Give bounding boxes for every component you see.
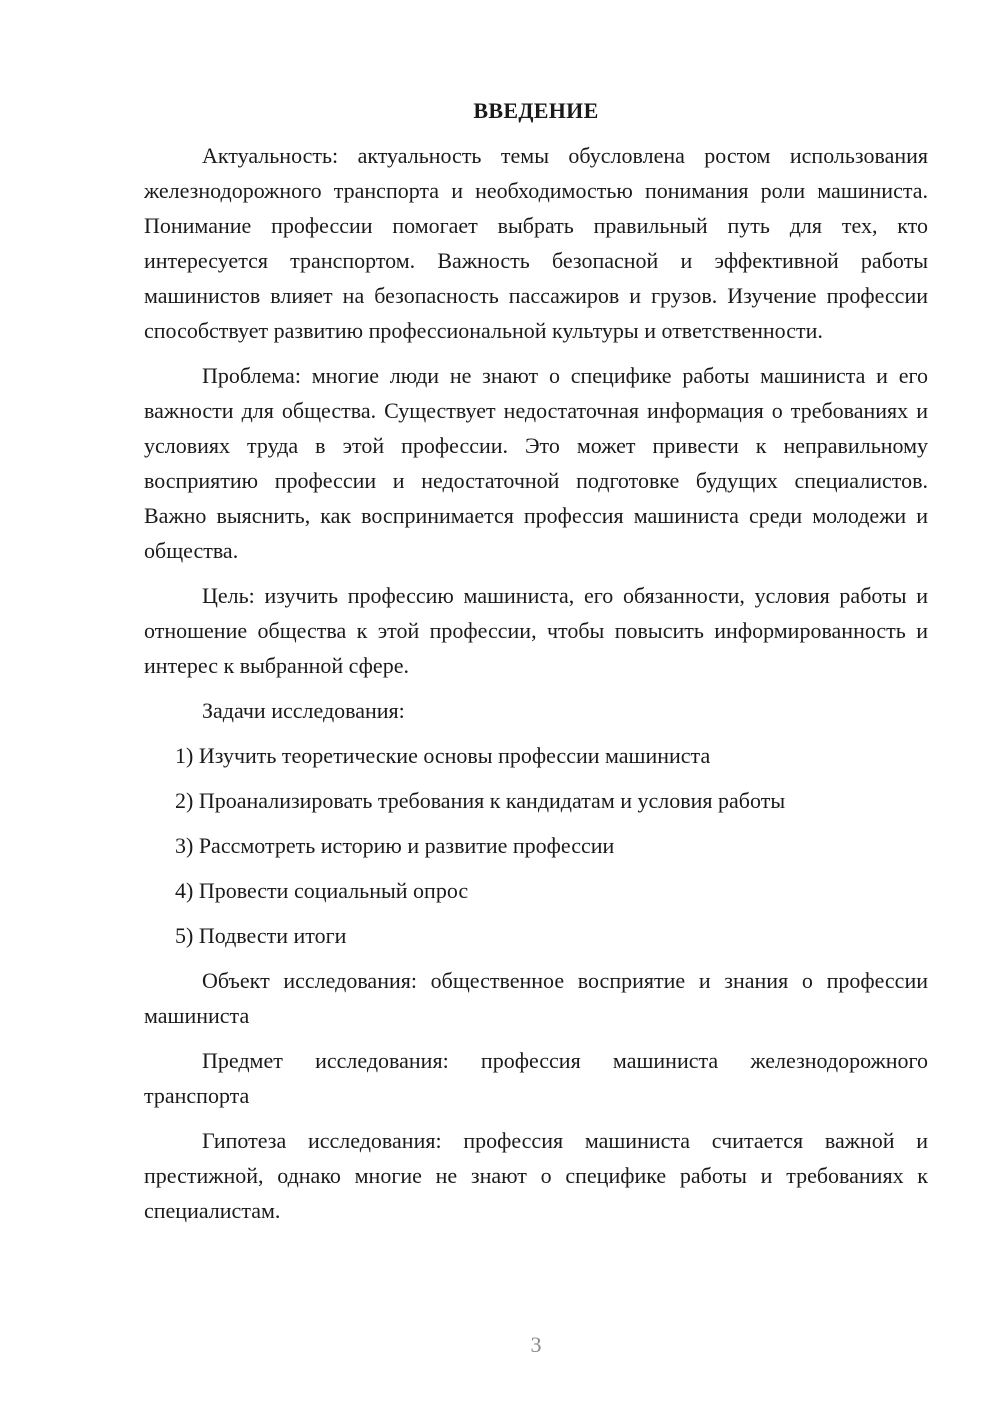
problem-paragraph: Проблема: многие люди не знают о специфике работы машиниста и его важности для общества. Существует недостаточная информация о требованиях и условиях труда в этой профессии. Это может привести к неправильному восприятию профессии и недостаточной подготовке будущих специалистов. Важно выяснить, как воспринимается профессия машиниста среди молодежи и общества.	[144, 363, 928, 563]
list-item: 1) Изучить теоретические основы профессии машиниста	[175, 743, 711, 768]
section-heading: ВВЕДЕНИЕ	[473, 98, 599, 123]
relevance-paragraph: Актуальность: актуальность темы обусловлена ростом использования железнодорожного транспорта и необходимостью понимания роли машиниста. Понимание профессии помогает выбрать правильный путь для тех, кто интересуется транспортом. Важность безопасной и эффективной работы машинистов влияет на безопасность пассажиров и грузов. Изучение профессии способствует развитию профессиональной культуры и ответственности.	[144, 143, 928, 343]
document-page	[144, 96, 928, 1238]
tasks-list	[144, 738, 928, 953]
subject-paragraph: Предмет исследования: профессия машиниста железнодорожного транспорта	[144, 1048, 928, 1108]
tasks-label: Задачи исследования:	[202, 698, 405, 723]
list-item: 2) Проанализировать требования к кандидатам и условия работы	[175, 788, 786, 813]
list-item: 5) Подвести итоги	[175, 923, 347, 948]
list-item: 3) Рассмотреть историю и развитие профессии	[175, 833, 615, 858]
list-item: 4) Провести социальный опрос	[175, 878, 469, 903]
object-paragraph: Объект исследования: общественное восприятие и знания о профессии машиниста	[144, 968, 928, 1028]
goal-paragraph: Цель: изучить профессию машиниста, его обязанности, условия работы и отношение общества к этой профессии, чтобы повысить информированность и интерес к выбранной сфере.	[144, 583, 928, 678]
hypothesis-paragraph: Гипотеза исследования: профессия машиниста считается важной и престижной, однако многие не знают о специфике работы и требованиях к специалистам.	[144, 1128, 928, 1223]
page-number: 3	[530, 1332, 542, 1357]
